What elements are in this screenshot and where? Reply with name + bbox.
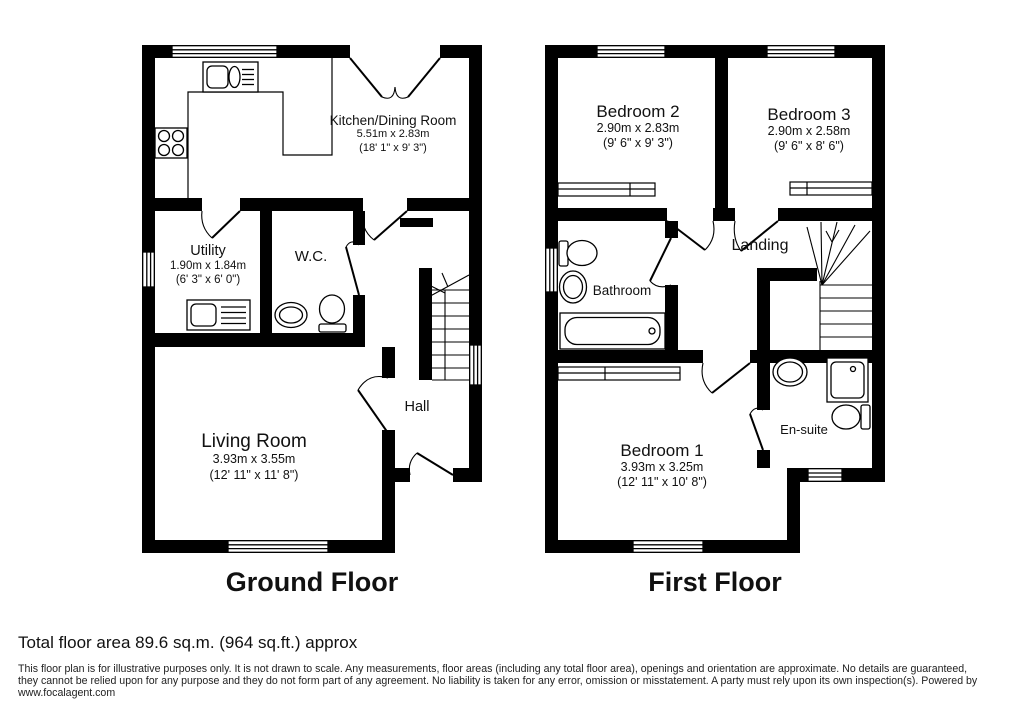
bedroom1-door-icon bbox=[702, 363, 750, 393]
room-label-bedroom3 bbox=[767, 105, 850, 155]
utility-window-icon bbox=[143, 252, 155, 287]
bathroom-name: Bathroom bbox=[592, 283, 652, 298]
bathroom-window-icon bbox=[546, 248, 558, 292]
bathroom-basin-icon bbox=[560, 271, 587, 303]
utility-metric: 1.90m x 1.84m bbox=[169, 260, 247, 273]
disclaimer-line-3: www.focalagent.com bbox=[18, 687, 116, 699]
utility-door-icon bbox=[202, 211, 240, 238]
room-label-landing bbox=[732, 237, 789, 255]
utility-sink-icon bbox=[187, 300, 250, 330]
kitchen-sink-icon bbox=[203, 62, 258, 92]
living-room-window-icon bbox=[228, 541, 328, 553]
utility-imperial: (6' 3" x 6' 0") bbox=[175, 274, 241, 287]
bedroom2-metric: 2.90m x 2.83m bbox=[596, 121, 680, 136]
ensuite-name: En-suite bbox=[780, 422, 828, 437]
kitchen-name: Kitchen/Dining Room bbox=[329, 113, 457, 128]
bedroom2-imperial: (9' 6" x 9' 3") bbox=[603, 136, 673, 151]
room-label-living bbox=[201, 431, 307, 483]
utility-name: Utility bbox=[190, 243, 226, 259]
room-label-utility bbox=[170, 243, 246, 287]
bedroom3-window-icon bbox=[767, 46, 835, 58]
bedroom1-imperial: (12' 11" x 10' 8") bbox=[617, 475, 707, 490]
living-room-door-icon bbox=[358, 377, 388, 434]
bedroom3-name: Bedroom 3 bbox=[767, 105, 851, 124]
total-floor-area: Total floor area 89.6 sq.m. (964 sq.ft.) approx bbox=[18, 633, 358, 652]
french-doors-icon bbox=[350, 58, 440, 98]
kitchen-imperial: (18' 1" x 9' 3") bbox=[359, 141, 427, 154]
living-metric: 3.93m x 3.55m bbox=[212, 452, 296, 467]
room-label-bathroom bbox=[593, 283, 652, 298]
ensuite-basin-icon bbox=[773, 358, 807, 386]
stairs-window-icon bbox=[470, 345, 482, 385]
bedroom3-metric: 2.90m x 2.58m bbox=[767, 124, 851, 139]
first-floor-title: First Floor bbox=[648, 567, 782, 597]
room-label-ensuite bbox=[780, 423, 828, 438]
bedroom2-wardrobe-icon bbox=[558, 183, 655, 196]
bedroom3-wardrobe-icon bbox=[790, 182, 872, 195]
bathtub-icon bbox=[560, 313, 665, 349]
ensuite-window-icon bbox=[808, 469, 842, 482]
bedroom2-window-icon bbox=[597, 46, 665, 58]
living-name: Living Room bbox=[201, 431, 307, 452]
room-label-wc bbox=[295, 249, 328, 266]
bedroom1-wardrobe-icon bbox=[558, 367, 680, 380]
ground-fixtures bbox=[155, 58, 346, 332]
living-imperial: (12' 11" x 11' 8") bbox=[209, 467, 299, 482]
kitchen-metric: 5.51m x 2.83m bbox=[356, 128, 430, 141]
shower-icon bbox=[827, 358, 868, 402]
landing-name: Landing bbox=[731, 237, 789, 254]
bedroom1-window-icon bbox=[633, 541, 703, 553]
kitchen-window-icon bbox=[172, 46, 277, 58]
room-label-kitchen bbox=[330, 113, 457, 155]
hob-icon bbox=[155, 128, 187, 158]
first-floor-plan bbox=[545, 45, 885, 553]
wc-basin-icon bbox=[275, 303, 307, 328]
bedroom3-imperial: (9' 6" x 8' 6") bbox=[774, 139, 844, 154]
room-label-bedroom2 bbox=[596, 102, 679, 152]
disclaimer bbox=[18, 663, 1008, 699]
hall-name: Hall bbox=[404, 399, 430, 415]
room-label-hall bbox=[405, 399, 430, 415]
ground-floor-title: Ground Floor bbox=[225, 567, 399, 597]
ground-floor-plan bbox=[142, 45, 482, 553]
bedroom1-metric: 3.93m x 3.25m bbox=[620, 460, 704, 475]
footer bbox=[18, 633, 1008, 699]
bedroom1-name: Bedroom 1 bbox=[620, 441, 704, 460]
room-label-bedroom1 bbox=[617, 441, 707, 491]
wc-name: W.C. bbox=[294, 248, 328, 265]
wc-toilet-icon bbox=[319, 295, 346, 332]
first-fixtures bbox=[559, 241, 870, 430]
bedroom2-name: Bedroom 2 bbox=[596, 102, 680, 121]
first-stairs bbox=[807, 222, 872, 350]
disclaimer-line-2: they cannot be relied upon for any purpose and they do not form part of any agreement. No liability is taken for any error, omission or misstatement. A party must rely upon its own inspection(s). Powered by bbox=[18, 675, 978, 687]
disclaimer-line-1: This floor plan is for illustrative purposes only. It is not drawn to scale. Any measurements, floor areas (including any total floor area), openings and orientation are approximate. No details are guaranteed, bbox=[18, 663, 968, 675]
bathroom-toilet-icon bbox=[559, 241, 597, 267]
ensuite-toilet-icon bbox=[832, 405, 870, 429]
